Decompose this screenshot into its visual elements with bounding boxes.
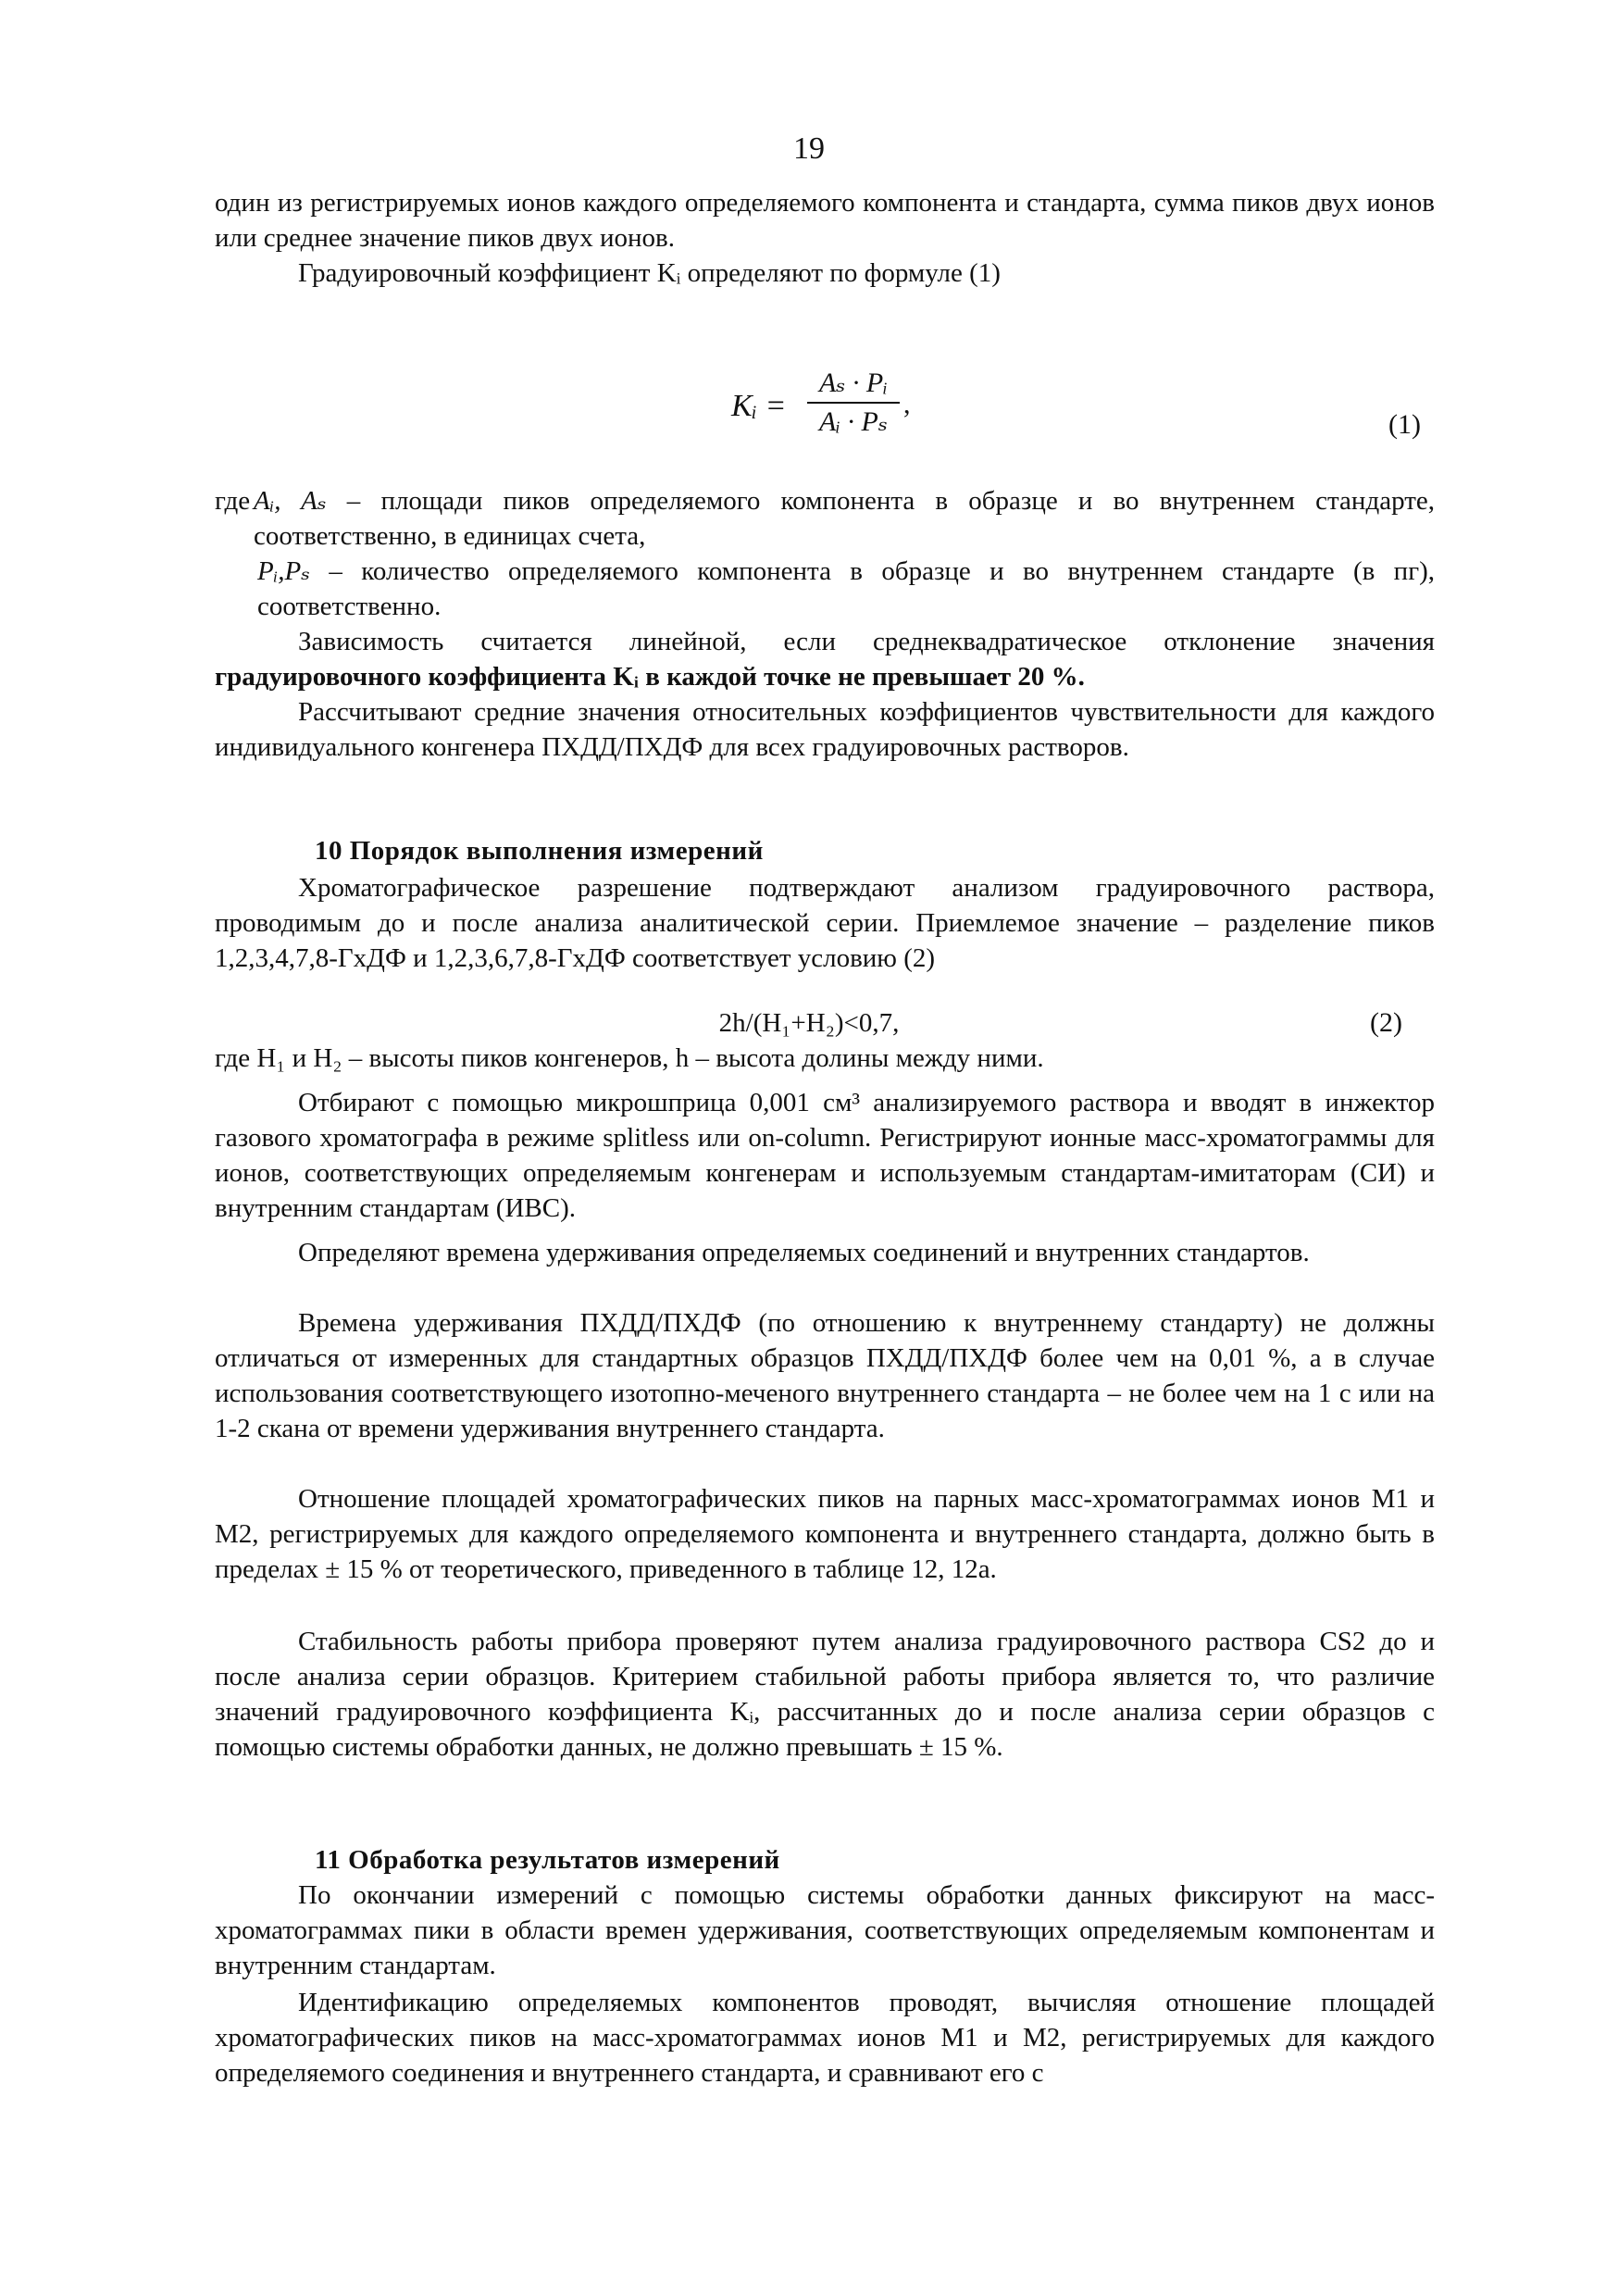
page-number: 19 — [793, 131, 825, 166]
formula-1-number: (1) — [1388, 409, 1421, 440]
paragraph-sensitivity: Рассчитывают средние значения относительных коэффициентов чувствительности для каждого индивидуального конгенера ПХДД/ПХДФ для всех градуировочных растворов. — [215, 697, 1435, 762]
section-heading-11: 11 Обработка результатов измерений — [315, 1845, 780, 1875]
where-symbols-amount: Pᵢ,Pₛ — [257, 556, 311, 586]
paragraph-linearity-text: Зависимость считается линейной, если среднеквадратическое отклонение значения — [298, 627, 1435, 656]
paragraph-retention-times — [215, 1305, 1435, 1446]
where-text-area: – площади пиков определяемого компонента в образце и во внутреннем стандарте, соответственно, в единицах счета, — [254, 486, 1435, 551]
paragraph-injection — [215, 1085, 1435, 1226]
paragraph-injection-text: Отбирают с помощью микрошприца 0,001 см³ анализируемого раствора и вводят в инжектор газового хроматографа в режиме splitless или on-column. Регистрируют ионные масс-хроматограммы для ионов, соответствующих определяемым конгенерам и используемым стандартам-имитаторам (СИ) и внутренним стандартам (ИВС). — [215, 1088, 1435, 1223]
paragraph-peak-heights — [215, 1041, 1435, 1076]
formula-1-lhs: Kᵢ = — [731, 389, 787, 423]
paragraph-resolution-text: Хроматографическое разрешение подтверждают анализом градуировочного раствора, проводимым до и после анализа аналитической серии. Приемлемое значение – разделение пиков 1,2,3,4,7,8-ГхДФ и 1,2,3,6,7,8-ГхДФ соответствует условию (2) — [215, 873, 1435, 973]
paragraph-identification — [215, 1985, 1435, 2090]
formula-1-numerator: Aₛ · Pᵢ — [818, 368, 888, 398]
section-heading-10: 10 Порядок выполнения измерений — [315, 836, 764, 866]
where-block-2 — [257, 554, 1435, 624]
formula-1-comma: , — [903, 389, 911, 419]
paragraph-retention — [215, 1235, 1435, 1270]
where-block-1 — [215, 483, 1435, 554]
paragraph-peak-heights-text: где H₁ и H₂ – высоты пиков конгенеров, h – высота долины между ними. — [215, 1043, 1044, 1073]
paragraph-processing-text: По окончании измерений с помощью системы обработки данных фиксируют на масс-хроматограммах пики в области времен удерживания, соответствующих определяемым компонентам и внутренним стандартам. — [215, 1880, 1435, 1980]
paragraph-linearity-bold: градуировочного коэффициента Kᵢ в каждой точке не превышает 20 %. — [215, 662, 1085, 692]
paragraph-retention-text: Определяют времена удерживания определяемых соединений и внутренних стандартов. — [298, 1238, 1310, 1267]
formula-1-denominator: Aᵢ · Pₛ — [818, 406, 888, 437]
paragraph-identification-text: Идентификацию определяемых компонентов проводят, вычисляя отношение площадей хроматографических пиков на масс-хроматограммах ионов M1 и M2, регистрируемых для каждого определяемого соединения и внутреннего стандарта, и сравнивают его с — [215, 1988, 1435, 2088]
paragraph-stability — [215, 1624, 1435, 1765]
paragraph-resolution — [215, 870, 1435, 976]
paragraph-text: один из регистрируемых ионов каждого определяемого компонента и стандарта, сумма пиков двух ионов или среднее значение пиков двух ионов. — [215, 188, 1435, 253]
paragraph-continuation — [215, 185, 1435, 291]
paragraph-area-ratio — [215, 1481, 1435, 1587]
paragraph-stability-text: Стабильность работы прибора проверяют путем анализа градуировочного раствора CS2 до и после анализа серии образцов. Критерием стабильной работы прибора является то, что различие значений градуировочного коэффициента Kᵢ, рассчитанных до и после анализа серии образцов с помощью системы обработки данных, не должно превышать ± 15 %. — [215, 1627, 1435, 1762]
where-label: где — [215, 486, 251, 516]
formula-1-fraction — [807, 365, 900, 441]
paragraph-calibration-intro: Градуировочный коэффициент Kᵢ определяют по формуле (1) — [298, 258, 1001, 288]
paragraph-linearity — [215, 624, 1435, 765]
paragraph-area-ratio-text: Отношение площадей хроматографических пиков на парных масс-хроматограммах ионов M1 и M2, регистрируемых для каждого определяемого компонента и внутреннего стандарта, должно быть в пределах ± 15 % от теоретического, приведенного в таблице 12, 12а. — [215, 1484, 1435, 1584]
formula-1 — [731, 359, 944, 461]
formula-2: 2h/(H₁+H₂)<0,7, — [718, 1008, 900, 1038]
paragraph-processing — [215, 1878, 1435, 1983]
where-text-amount: – количество определяемого компонента в образце и во внутреннем стандарте (в пг), соответственно. — [257, 556, 1435, 621]
formula-2-number: (2) — [1370, 1007, 1402, 1038]
where-symbols-area: Aᵢ, Aₛ — [254, 486, 327, 516]
paragraph-retention-times-text: Времена удерживания ПХДД/ПХДФ (по отношению к внутреннему стандарту) не должны отличаться от измеренных для стандартных образцов ПХДД/ПХДФ более чем на 0,01 %, а в случае использования соответствующего изотопно-меченого внутреннего стандарта – не более чем на 1 с или на 1-2 скана от времени удерживания внутреннего стандарта. — [215, 1308, 1435, 1443]
